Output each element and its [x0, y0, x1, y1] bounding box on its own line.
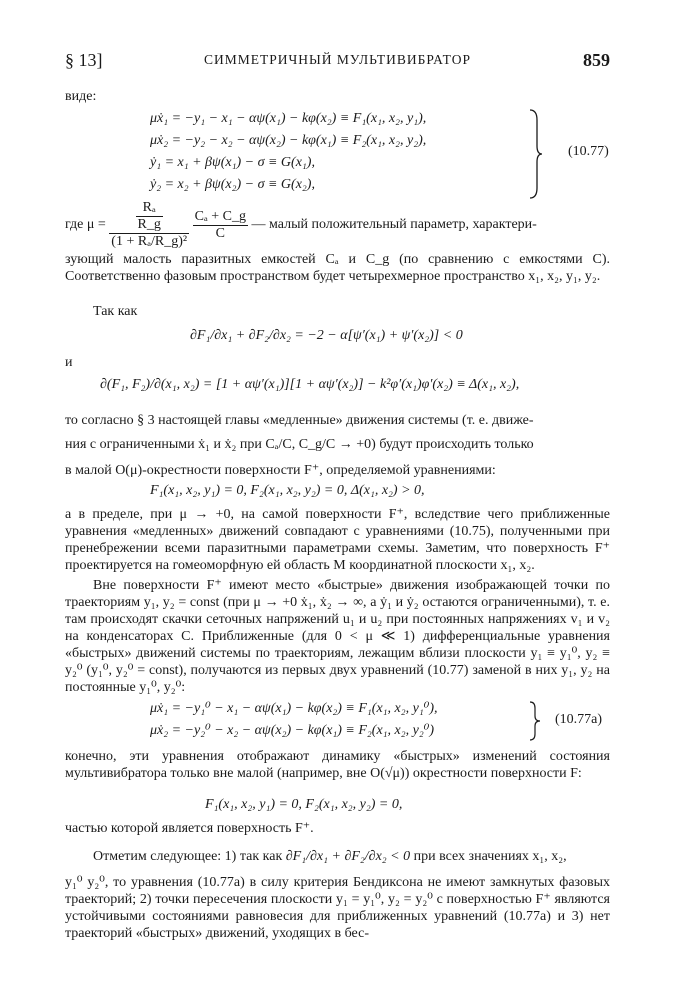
equation-number-10-77a: (10.77a): [555, 712, 603, 727]
eq-10-77a-line-2: μẋ₂ = −y₂⁰ − x₂ − αψ(x₂) − kφ(x₁) ≡ F₂(x₁, x₂, y₂⁰): [150, 723, 434, 738]
mu-prefix: где μ =: [65, 217, 106, 233]
divergence-equation: ∂F₁/∂x₁ + ∂F₂/∂x₂ = −2 − α[ψ′(x₁) + ψ′(x₂)] < 0: [190, 328, 463, 343]
jacobian-equation: ∂(F₁, F₂)/∂(x₁, x₂) = [1 + αψ′(x₁)][1 + αψ′(x₂)] − k²φ′(x₁)φ′(x₂) ≡ Δ(x₁, x₂),: [100, 377, 520, 392]
header-title: СИММЕТРИЧНЫЙ МУЛЬТИВИБРАТОР: [203, 52, 472, 67]
slow-motion-line-2: ния с ограниченными ẋ₁ и ẋ₂ при Cₐ/C, C_g/C → +0) будут происходить только: [65, 437, 534, 452]
capacitance-fraction: [193, 209, 248, 242]
limit-paragraph: а в пределе, при μ → +0, на самой поверхности F⁺, вследствие чего приближенные уравнения «медленных» движений совпадают с уравнениями (10.75), полученными при пренебрежении всеми паразитными параметрами схемы. Заметим, что поверхность F⁺ проектируется на гомеоморфную ей область M координатной плоскости x₁, x₂.: [65, 507, 610, 573]
ratio-numerator: Rₐ: [136, 200, 163, 217]
slow-motion-line-1: то согласно § 3 настоящей главы «медленные» движения системы (т. е. движе-: [65, 413, 534, 428]
section-ref: § 13]: [65, 50, 103, 70]
intro-text: виде:: [65, 89, 97, 104]
note-intro: Отметим следующее: 1) так как: [93, 849, 283, 864]
so-as-text: Так как: [93, 304, 138, 319]
fast-motion-paragraph: Вне поверхности F⁺ имеют место «быстрые» движения изображающей точки по траекториям y₁, y₂ = const (при μ → +0 ẋ₁, ẋ₂ → ∞, а ẏ₁ и ẏ₂ остаются ограниченными), т. е. там происходят скачки сеточных напряжений u₁ и u₂ при постоянных напряжениях v₁ и v₂ на конденсаторах C. Приближенные (для 0 < μ ≪ 1) дифференциальные уравнения «быстрых» движений системы по траекториям, лежащим вблизи плоскости y₁ ≡ y₁⁰, y₂ ≡ y₂⁰ (y₁⁰, y₂⁰ = const), получаются из первых двух уравнений (10.77) заменой в них y₁, y₂ на постоянные y₁⁰, y₂⁰:: [65, 578, 610, 695]
and-text: и: [65, 355, 73, 370]
conclusion-paragraph: конечно, эти уравнения отображают динамику «быстрых» изменений состояния мультивибратора только вне малой (например, вне O(√μ)) окрестности поверхности F:: [65, 749, 610, 781]
cap-denominator: C: [215, 225, 225, 241]
equation-number-10-77: (10.77): [568, 144, 609, 159]
cap-numerator: Cₐ + C_g: [194, 208, 247, 224]
eq-10-77a-line-1: μẋ₁ = −y₁⁰ − x₁ − αψ(x₁) − kφ(x₂) ≡ F₁(x₁, x₂, y₁⁰),: [150, 701, 438, 716]
note-tail: при всех значениях x₁, x₂,: [413, 849, 567, 864]
mu-denominator: (1 + Rₐ/R_g)²: [111, 234, 188, 249]
note-intro-line: [65, 848, 610, 865]
eq-10-77-line-4: ẏ₂ = x₂ + βψ(x₂) − σ ≡ G(x₂),: [150, 177, 315, 192]
right-brace-icon: [528, 700, 542, 742]
slow-motion-line-3: в малой O(μ)-окрестности поверхности F⁺, определяемой уравнениями:: [65, 463, 496, 478]
surface-equation: F₁(x₁, x₂, y₁) = 0, F₂(x₁, x₂, y₂) = 0, Δ(x₁, x₂) > 0,: [150, 483, 425, 498]
mu-text-after: — малый положительный параметр, характери-: [251, 217, 537, 233]
eq-10-77-line-3: ẏ₁ = x₁ + βψ(x₁) − σ ≡ G(x₁),: [150, 155, 315, 170]
mu-fraction: [109, 200, 189, 250]
mu-definition: [65, 200, 537, 250]
eq-10-77-line-1: μẋ₁ = −y₁ − x₁ − αψ(x₁) − kφ(x₂) ≡ F₁(x₁, x₂, y₁),: [150, 111, 427, 126]
eq-10-77-line-2: μẋ₂ = −y₂ − x₂ − αψ(x₂) − kφ(x₁) ≡ F₂(x₁, x₂, y₂),: [150, 133, 427, 148]
note-paragraph: y₁⁰ y₂⁰, то уравнения (10.77а) в силу критерия Бендиксона не имеют замкнутых фазовых траекторий; 2) точки пересечения плоскости y₁ = y₁⁰, y₂ = y₂⁰ с поверхностью F⁺ являются устойчивыми состояниями равновесия для приближенных уравнений (10.77а) и 3) нет траекторий «быстрых» движений, уходящих в бес-: [65, 875, 610, 941]
surface-equation-2: F₁(x₁, x₂, y₁) = 0, F₂(x₁, x₂, y₂) = 0,: [205, 797, 403, 812]
right-brace-icon: [528, 108, 544, 200]
page-number: 859: [583, 50, 610, 70]
mu-explanation: зующий малость паразитных емкостей Cₐ и C_g (по сравнению с емкостями C). Соответственно фазовым пространством будет четырехмерное пространство x₁, x₂, y₁, y₂.: [65, 252, 610, 284]
note-fraction: ∂F₁/∂x₁ + ∂F₂/∂x₂ < 0: [285, 849, 411, 864]
ratio-denominator: R_g: [137, 217, 161, 232]
part-of-text: частью которой является поверхность F⁺.: [65, 821, 314, 836]
